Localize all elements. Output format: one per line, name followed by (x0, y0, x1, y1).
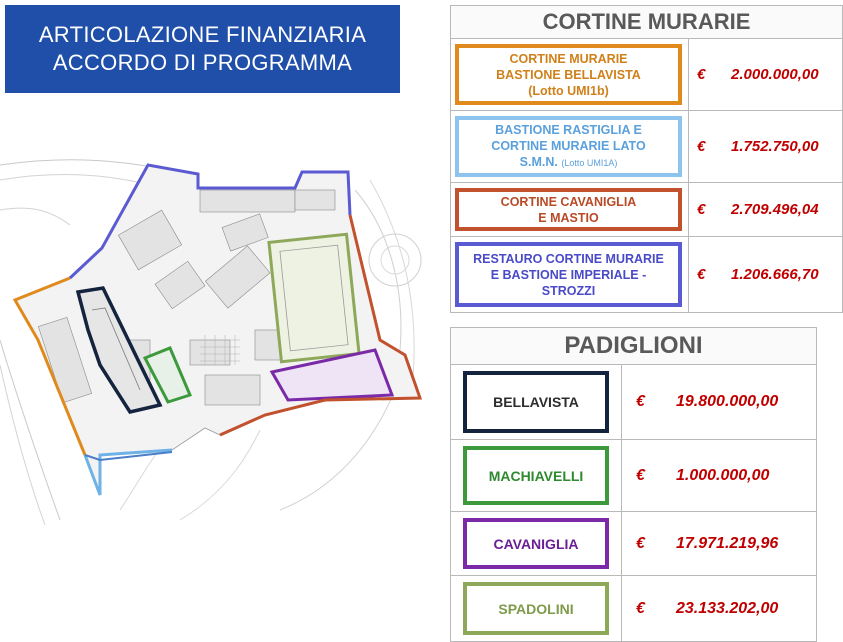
cortine-row-3-name (451, 183, 689, 237)
site-plan-map (0, 150, 425, 530)
cortine-label-cavaniglia: CORTINE CAVANIGLIA E MASTIO (455, 188, 682, 231)
cortine-row-1-name (451, 39, 689, 111)
currency-symbol: € (697, 66, 706, 83)
padiglione-label-spadolini: SPADOLINI (463, 582, 609, 635)
padiglioni-row-1-name (451, 365, 622, 440)
padiglioni-row-4-amount: € 23.133.202,00 (622, 576, 817, 642)
cortine-row-3-amount: € 2.709.496,04 (689, 183, 843, 237)
padiglioni-row-2-amount: € 1.000.000,00 (622, 440, 817, 512)
cortine-table (450, 5, 843, 313)
padiglioni-row-3-amount: € 17.971.219,96 (622, 512, 817, 576)
cortine-row-2-name (451, 111, 689, 183)
cortine-label-strozzi: RESTAURO CORTINE MURARIE E BASTIONE IMPERIALE - STROZZI (455, 242, 682, 307)
cortine-row-2-amount: € 1.752.750,00 (689, 111, 843, 183)
cortine-label-rastiglia: BASTIONE RASTIGLIA E CORTINE MURARIE LATO S.M.N. (Lotto UMI1A) (455, 116, 682, 177)
cortine-row-1-amount: € 2.000.000,00 (689, 39, 843, 111)
padiglione-label-machiavelli: MACHIAVELLI (463, 446, 609, 505)
padiglioni-table (450, 327, 817, 642)
padiglioni-row-4-name (451, 576, 622, 642)
padiglioni-header: PADIGLIONI (451, 328, 817, 365)
padiglioni-row-3-name (451, 512, 622, 576)
padiglione-label-bellavista: BELLAVISTA (463, 371, 609, 433)
padiglione-label-cavaniglia: CAVANIGLIA (463, 518, 609, 569)
cortine-label-bellavista: CORTINE MURARIE BASTIONE BELLAVISTA (Lotto UMI1b) (455, 44, 682, 105)
title-line-1: ARTICOLAZIONE FINANZIARIA (38, 22, 367, 47)
cortine-row-4-amount: € 1.206.666,70 (689, 237, 843, 313)
padiglioni-row-1-amount: € 19.800.000,00 (622, 365, 817, 440)
cortine-header: CORTINE MURARIE (451, 6, 843, 39)
title-line-2: ACCORDO DI PROGRAMMA (52, 50, 353, 75)
padiglioni-row-2-name (451, 440, 622, 512)
title-banner (5, 5, 400, 93)
cortine-row-4-name (451, 237, 689, 313)
